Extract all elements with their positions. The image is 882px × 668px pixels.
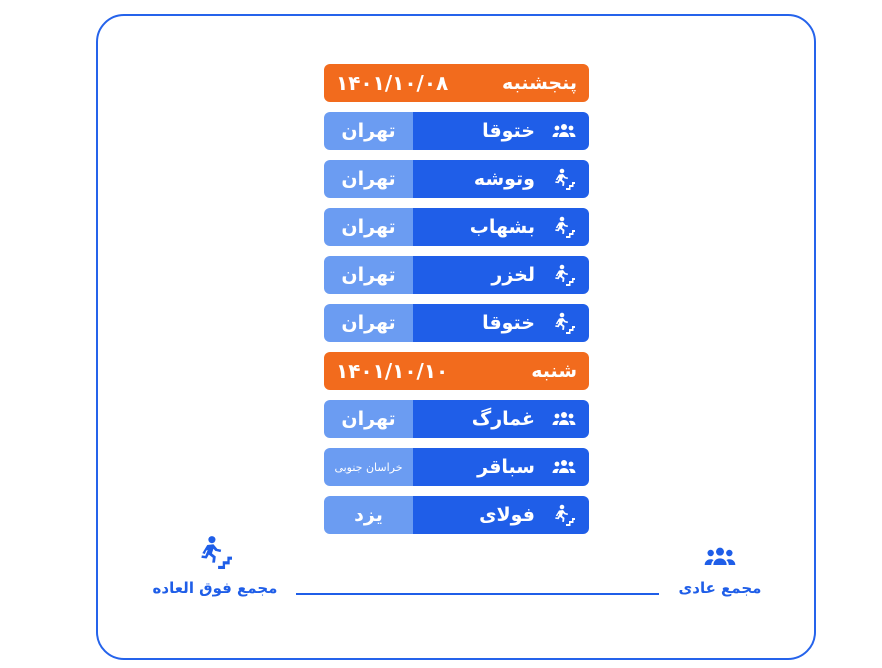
extraordinary-meeting-icon — [549, 311, 579, 335]
day-date: ۱۴۰۱/۱۰/۰۸ — [336, 71, 449, 95]
day-date: ۱۴۰۱/۱۰/۱۰ — [336, 359, 449, 383]
legend-ordinary — [665, 545, 775, 597]
day-name: پنجشنبه — [502, 72, 577, 94]
legend-extraordinary-label: مجمع فوق العاده — [152, 579, 278, 597]
city: تهران — [324, 112, 413, 150]
city: تهران — [324, 160, 413, 198]
extraordinary-meeting-icon — [549, 503, 579, 527]
city: تهران — [324, 304, 413, 342]
extraordinary-meeting-icon — [549, 215, 579, 239]
meeting-schedule — [324, 64, 589, 544]
extraordinary-meeting-icon — [549, 263, 579, 287]
legend-ordinary-label: مجمع عادی — [678, 579, 762, 597]
meeting-row — [324, 160, 589, 198]
company-symbol: سباقر — [477, 456, 535, 478]
meeting-row — [324, 304, 589, 342]
city: تهران — [324, 208, 413, 246]
company-symbol: لخزر — [491, 264, 535, 286]
meeting-row — [324, 448, 589, 486]
city: یزد — [324, 496, 413, 534]
legend-extraordinary — [140, 535, 290, 597]
meeting-row — [324, 496, 589, 534]
company-symbol: فولای — [479, 504, 535, 526]
extraordinary-meeting-icon — [549, 167, 579, 191]
company-symbol: ختوقا — [482, 312, 535, 334]
group-icon — [549, 407, 579, 431]
day-name: شنبه — [531, 360, 577, 382]
city: تهران — [324, 400, 413, 438]
company-symbol: بشهاب — [469, 216, 535, 238]
day-header — [324, 64, 589, 102]
meeting-row — [324, 256, 589, 294]
group-icon — [697, 545, 743, 573]
group-icon — [549, 119, 579, 143]
city: تهران — [324, 256, 413, 294]
day-header — [324, 352, 589, 390]
extraordinary-meeting-icon — [198, 535, 232, 573]
city: خراسان جنوبی — [324, 448, 413, 486]
company-symbol: وتوشه — [473, 168, 535, 190]
company-symbol: غمارگ — [471, 408, 535, 430]
meeting-row — [324, 112, 589, 150]
meeting-row — [324, 208, 589, 246]
group-icon — [549, 455, 579, 479]
legend-divider — [296, 593, 659, 595]
company-symbol: ختوقا — [482, 120, 535, 142]
meeting-row — [324, 400, 589, 438]
